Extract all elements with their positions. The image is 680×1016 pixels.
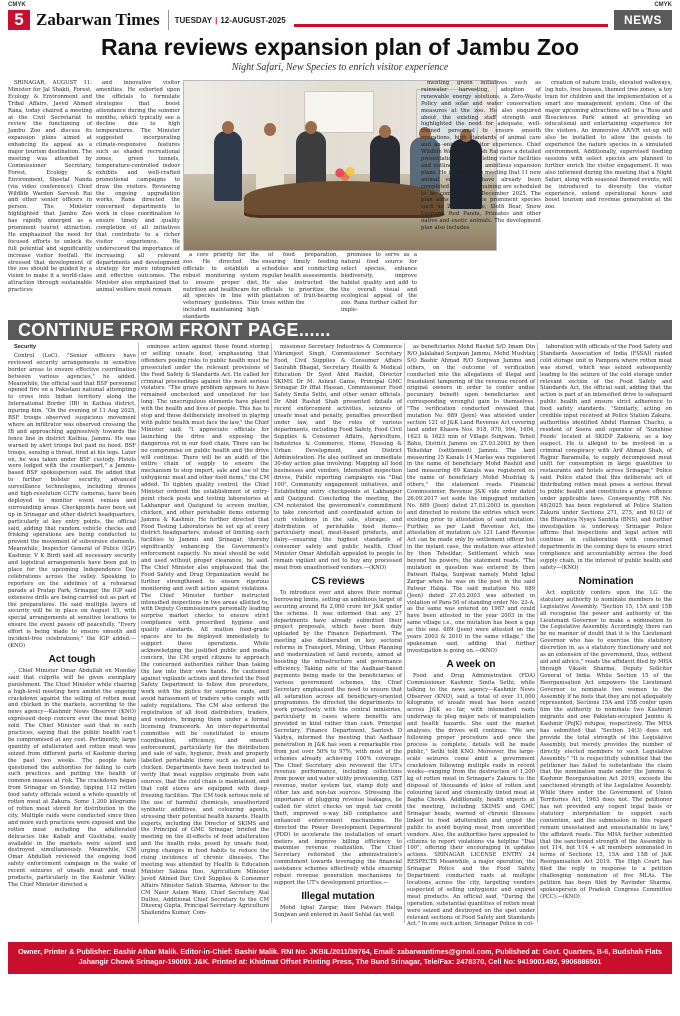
column-text: ominous action against those found storing or selling unsafe food, emphasizing that offenders posing risks to public health must be prosecuted under the relevant provisions of the Food Safety & Standards Act. He called for criminal proceedings against the most serious violators. "The grave problem appears to have remained unchecked and unnoticed for too long. The unscrupulous elements have played with the health and lives of people. This has to stop and those deliberately involved in playing with public health must face the law," the Chief Minister said. "I appreciate officials for launching the drive and exposing the dangerous rot in our food chain. There can be no compromise on public health and the drive will continue. There will be an audit of the entire chain of supply to ensure the mechanism to stop import, sale and use of the unhygienic meat and other food items," the CM added. To tighten quality control, the Chief Minister ordered the establishment of entry-point check posts and testing laboratories at Lakhanpur and Qazigund to screen mutton, chicken, and other perishable items entering Jammu & Kashmir. He further directed that Food Testing Laboratories be set up at every district headquarters, instead of limiting such facilities to Jammu and Srinagar, thereby significantly enhancing the Government's enforcement capacity. No meat should be sold and used without proper clearance, he said. The Chief Minister also emphasized that the Food Safety and Drug Organization would be further strengthened to ensure rigorous monitoring and swift action against violations. The Chief Minister further instructed intensified inspections in two areas allotted to, with Deputy Commissioners personally leading surprise market checks to ensure strict compliance with prescribed hygiene and quality standards. All mutton food-grade spaces are to be deployed immediately to support these operations. While acknowledging the justified public and media concern, the CM urged citizens to approach the concerned authorities rather than taking the law into their own hands. He cautioned against vigilante actions and directed the Food Safety Department to follow due procedure, work with the police for surprise raids, and avoid harassment of traders who comply with safety regulations. The CM also ordered the registration of all food distributors, traders, and vendors, bringing them under a formal licensing framework. An inter-departmental committee will be constituted to ensure coordination, efficiency, and smooth enforcement, particularly for the distribution and sale of safe, hygienic, fresh and properly labelled perishable items such as meat and chicken. Departments have been instructed to verify that meat supplies originate from safe sources, that the cold chain is maintained, and that cold stores are equipped with deep-freezing facilities. The CM took serious note of the use of harmful chemicals, unauthorized synthetic additives, and colouring agents, stressing their potential health hazards. Health experts, including the Director of SKIMS and the Principal of GMC Srinagar, briefed the meeting on the ill-effects of food adulteration and the health risks posed by unsafe food, urging changes in food habits to reduce the rising incidence of chronic illnesses. The meeting was attended by Health & Education Minister Sakina Itoo, Agriculture Minister Javed Ahmed Dar, Civil Supplies & Consumer Affairs Minister Satish Sharma, Advisor to the CM Nasir Aslam Wani, Chief Secretary Atal Dulloo, Additional Chief Secretary to the CM Dheeraj Gupta, Principal Secretary Agriculture Shailendra Kumar, Com-	[141, 344, 269, 917]
column-rule	[404, 343, 405, 923]
column-text: To introduce over and above their normal borrowing limits, setting an ambitious target of securing around Rs 2,000 crore for J&K under the scheme. It was informed that any 27 departments have already submitted their project proposals, which have been duly uploaded by the Finance Department. The meeting also deliberated on key sectoral reforms in Transport, Mining, Urban Planning and modernization of land records, aimed at boosting the infrastructure and governance efficiency. Taking note of the Aadhaar-based payments being made to the beneficiaries of various government schemes, the Chief Secretary emphasized the need to ensure that all saturation across all beneficiary-oriented programmes. He directed the departments to work proactively with the central ministries, particularly in cases where benefits are provided in kind rather than cash. Principal Secretary, Finance Department, Santosh D Vaidya, informed the meeting that Aadhaar penetration in J&K has seen a remarkable rise from just over 50% to 97%, with most of the schemes already achieving 100% coverage. The Chief Secretary also reviewed the UT's revenue performance, including collections from power and water utility provisioning, GST revenue, motor system tax, stamp duty and other tax and non-tax sources. Stressing the importance of plugging revenue leakages, he called for strict checks on input tax credit theft, improved e-way bill compliance and enhanced enforcement mechanisms. He directed the Power Development Department (PDD) to accelerate the installation of smart meters and improve billing efficiency to maximise revenue realization. The Chief Secretary reiterated the administration's commitment towards leveraging the financial assistance schemes effectively while ensuring robust revenue generation mechanisms to support the UT's development priorities.—	[274, 589, 402, 886]
lead-column-3: a core priority for the zoo. He directed the officials to establish a robust monitoring system to ensure proper diet, nutrition and healthcare for all species in line with veterinary guidelines. This included maintaining high standards	[183, 252, 259, 321]
column-text: Control (LoC). "Senior officers have reviewed security arrangements in sensitive border areas to ensure effective coordination between various agencies," he added. Meanwhile, the official said that BSF personnel opened fire on a Pakistani national attempting to cross into Indian territory along the International Border (IB) in Kathua district, injuring him. "On the evening of 11 Aug 2025, BSF troops observed suspicious movement where an infiltrator was observed crossing the IB and approaching aggressively towards the fence line in district Kathua, Jammu. He was warned by alert troops but paid no heed. BSF troops, sensing a threat, fired at his legs. Later on, he was taken under BSF custody. Pistols were lodged with the counterpart," a Jammu-based BSF spokesperson said. He added that to further bolster security, advanced surveillance technologies, including drones and high-resolution CCTV cameras, have been deployed to monitor event venues and surrounding areas. Checkpoints have been set up in Srinagar and other district headquarters, particularly at key entry points, the official said, adding that random vehicle checks and frisking operations are being conducted to prevent the movement of subversive elements. Meanwhile, Inspector General of Police (IGP) Kashmir, V K Birdi said all necessary security and logistical arrangements have been put in place for the upcoming Independence Day celebrations across the valley. Speaking to reporters on the sidelines of a rehearsal parade at Pratap Park, Srinagar, the IGP said extensive drills are being carried out as part of the preparations. He said multiple layers of security will be in place on August 15, with special arrangements at sensitive locations to ensure the event passes off peacefully. "Every effort is being made to ensure smooth and incident-free celebrations," the IGP added.—(KNO)	[8, 352, 136, 649]
lead-subheadline: Night Safari, New Species to enrich visitor experience	[231, 62, 449, 73]
story-heading: Act tough	[48, 653, 96, 665]
column-text: laboration with officials of the Food Safety and Standards Association of India (FSSAI) raided cold storage unit in Pampora where rotten meat was stored, which was seized subsequently leading to the seizure of the cold storage under relevant section of the Food Safety and Standards Act, the official said, adding that the action is part of an intensified drive to safeguard public health and ensure strict adherence to food safety standards. "Similarly, acting on credible input received at Police Station Zakura, authorities identified Abdul Hannan Chachu, a resident of Seera and operator of 'Sunshine Foods' located at SKIDP Zakoora, as a key suspect. He is alleged to be involved in a criminal conspiracy with Arif Ahmad Shah, of Rajpur Baramulla, to supply decomposed meat unfit for consumption in large quantities to restaurants and hotels across Srinagar," Police said. Police stated that this deliberate act of distributing rotten meat poses a serious threat to public health and constitutes a grave offence under applicable laws. Consequently, FIR No. 48/2025 has been registered at Police Station Zakura under Sections 271, 275, and 61(2) of the Bharatiya Nyaya Sanhita (BNS), and further investigation is underway. Srinagar Police affirms that inspections and legal action will continue in collaboration with concerned departments in the coming days to ensure strict compliance and accountability across the food supply chain, in the interest of public health and safety—(KNO)	[540, 344, 672, 571]
lead-column-4: of food preparation, ensuring timely feeding schedules and conducting regular health assessments. He also instructed the officials to prioritize the plantation of fruit-bearing trees within the	[262, 252, 338, 307]
photo-person	[214, 131, 242, 201]
date: 12-AUGUST-2025	[220, 15, 286, 25]
photo-person-head	[379, 125, 391, 138]
story-heading: Nomination	[578, 575, 634, 587]
photo-person-head	[305, 121, 317, 134]
continued-column-1	[8, 344, 136, 938]
masthead-rule	[294, 10, 608, 27]
continued-column-5	[540, 344, 672, 938]
story-heading: Illegal mutation	[301, 890, 375, 902]
column-text: , Chief Minister Omar Abdullah on Monday said that culprits will be given exemplary punishment. The Chief Minister while chairing a high-level meeting here amidst the ongoing crackdown against the selling of rotten meat and chicken in the markets, according to the news agency—Kashmir News Observer (KNO) expressed deep concern over the meat being sold. The Chief Minister said that in such practices, saying that the public health can't be compromised at any cost. Pertinently, large quantity of adulterated and rotten meat was seized from different parts of Kashmir during the past two weeks. The people have questioned the authorities for failing to curb such practices and putting the health of common masses at risk. The crackdown began from Srinagar on Sunday, tipping 112 rotten food safety officials seized a whole quantity of rotten meat at Zakura. Some 1,200 kilograms of rotten meat stored for distribution in the city. Multiple raids were conducted since then and more such practices were exposed and the rotten meat including the adulterated delicacies like Kabab and Gushtaba, easily available in the markets were seized and destroyed simultaneously. Meanwhile, CM Omar Abdullah reviewed the ongoing food safety enforcement campaign in the wake of recent seizures of unsafe meat and meat products, particularly in the Kashmir Valley. The Chief Minister directed a	[8, 667, 136, 888]
day: TUESDAY	[174, 15, 213, 25]
date-separator: |	[215, 15, 218, 25]
story-heading: CS reviews	[311, 575, 365, 587]
column-text: missioner Secretary Industries & Commerce Vikramjeet Singh, Commissioner Secretary Food, Civil Supplies & Consumer Affairs Saurabh Bhagat, Secretary Health & Medical Education Dr Syed Abid Rashid, Director SKIMS Dr M. Ashraf Ganie, Principal GMC Srinagar Dr Iffat Hassan, Commissioner Food Safety Smita Sethi, and other senior officials. Dr Abid Rashid Shah presented details of recent enforcement activities, seizures of unsafe meat and penalty, penalties prescribed under law, and the roles of various departments, including Food Safety, Food Civil Supplies & Consumer Affairs, Agriculture, Industries & Commerce, Home, Housing & Urban Development, and District Administration. He also outlined an immediate 30-day action plan involving: Mapping all food businesses and vendors, Intensified inspection drives, Public reporting campaigns via "Dial 100", Community engagement initiatives, and Establishing entry checkpoints at Lakhanpur and Qazigund. Concluding the meeting, the CM reiterated the government's commitment to take concerted and coordinated action to curb violations in the sale, storage, and distribution of perishable food items—particularly meat, meat-based products, and dairy—ensuring the highest standards of consumer safety and public health. Chief Minister Omar Abdullah appealed to people to remain vigilant and not to buy any processed meat from unauthorised vendors.—(KNO)	[274, 344, 402, 571]
column-text: Food and Drug Administration (FDA) Commissioner Kashmir, Smita Sethi, while talking to the news agency—Kashmir News Observer (KNO), said a total of over 11,000 kilograms of unsafe meat has been seized across J&K so far, with intensified raids underway to plug major nets of manipulation and health hazards. She said the market analyses, the drives will continue. "We are following proper procedure and once the process is complete, details will be made public," Sethi told KNO. Moreover, the large-scale seizures come amid a government crackdown following multiple raids in recent weeks—ranging from the destruction of 1,200 kg of rotten meat in Srinagar's Zakura to the disposal of thousands of kilos of rotten and colouring laced and chemically tinted meat at Bagha Chowk. Additionally, health experts at the meeting, including SKIMS and GMC Srinagar heads, warned of chronic illnesses linked to food adulteration and urged the public to avoid buying meat from unverified vendors. Also, the authorities have appealed to citizens to report violations via helpline "Dial 100", offering their encouraging in updates actions. SRINAGAR LICENSE ENTRY 24 RESPECTS Meanwhile, a major operation, the Srinagar Police and the Food Safety Department conducted raids at multiple locations across the city, targeting vendors suspected of selling unhygienic and expired meat products. An official said, "During the operation, substantial quantities of rotten meat were seized and destroyed on the spot under relevant sections of Food Safety and Standards Act." In one such action, Srinagar Police in col-	[407, 672, 535, 928]
story-heading: A week on	[446, 658, 496, 670]
column-rule	[537, 343, 538, 923]
lead-column-6: menting green initiatives such as rainwater harvesting, adoption of renewable energy solutions, a Zero-Waste Policy and solar and water conservation measures at the zoo. He also enquired about the existing staff strength and highlighted the need for adequate, well-trained personnel to ensure smooth operations, high standards of animal care and an enhanced visitor experience. Chief Wildlife Warden Sarvesh Rai gave a detailed presentation on the existing visitor facilities and outlined the zoo's ambitious expansion plans. He informed the meeting that 11 new animal enclosures have already been completed and the remaining are scheduled to be completed by December 2025. The plan aims to introduce prominent species such as Zebra, Rhino, Sloth Bear, Snow Leopard, Red Panda, Primates and other native and exotic animals. The development plan also includes	[421, 80, 541, 232]
photo-flowers	[332, 165, 358, 181]
photo-table	[244, 181, 444, 215]
column-text: as beneficiaries Mohd Rashid S/O Imam Din R/O Jalalabad Sunjwan Jammu, Mohd Mushtaq S/O Bashir Ahmad R/O Sunjwan Jammu and others, on the outcome of verification conducted into the allegations of illegal and fraudulent tampering of the revenue record of original owners in order to confer undue pecuniary benefit upon beneficiaries and corresponding wrongful gain to themselves. "The verification conducted revealed that mutation No. 689 (Jeen) was attested under section 121 of J&K Land Revenue Act covering land under Khasra Nos. 918, 970, 994, 1604, 1623 & 1623 min of Village Sunjwan, Tehsil Bahu, District Jammu on 27.03.2003 by then Tehsildar (settlement) Jammu. The land measuring 15 Kanals 14 Marlas was registered in the name of beneficiary Mohd Rashid and land measuring 69 Kanals was registered on the name of beneficiary Mohd Mushtaq & others," the statement reads. Financial Commissioner, Revenue J&K vide order dated 26.09.2017 set aside the impugned mutation No. 689 (Jeen) dated 27.03.2003 in question and directed to restore the entries which were existing prior to attestation of said mutation. Further, as per Land Revenue Act, the attestation of mutation u/s 121 Land Revenue Act can be made only by settlement officer but in the instant case, the mutation was attested by then Tehsildar, Settlement which was beyond his powers, the statement reads. "The mutation in question was entered by then Patwari Halqa, Sunjwan namely Mohd Iqbal Zargar when he was on the post in the said Patwar Halqa. The said mutation No. 689 (Jeen) dated 27.03.2003 was attested in violation of Para-50 of standing order No. 23-A, as the same was entered on 1987 and could have been attested in the year 2003 in the same village i.e., one mutation has been a gap as this one. 689 (Jeen) were attested on the years 2003 & 2010 in the same village," the spokesman said, adding that further investigation is going on.—(KNO)	[407, 344, 535, 654]
continued-column-2	[141, 344, 269, 938]
lead-column-1: SRINAGAR, AUGUST 11: Minister for Jal Shakti, Forest, Ecology & Environment and Tribal Affairs, Javed Ahmed Rana, today chaired a meeting at the Civil Secretariat to review the functioning of Jambu Zoo and discuss its expansion plans aimed at enhancing its appeal as a major tourism destination. The meeting was attended by Commissioner Secretary, Forest, Ecology & Environment, Sheetal Nanda (via video conference); Chief Wildlife Warden Sarvesh Rai and other senior officers in person. The Minister highlighted that Jambu Zoo has rapidly emerged as a prominent tourist attraction. He emphasized the need for focused efforts to unlock its full potential and significantly increase visitor footfall. He stressed that development of the zoo should be guided by a vision to make it a world-class attraction through sustainable practices	[8, 80, 92, 294]
column-kicker: Security	[14, 344, 37, 350]
date-line	[168, 10, 286, 30]
masthead	[8, 10, 672, 30]
section-tag: NEWS	[614, 10, 672, 30]
continued-column-3	[274, 344, 402, 938]
column-rule	[271, 343, 272, 923]
lead-headline: Rana reviews expansion plan of Jambu Zoo	[100, 34, 579, 60]
imprint-line-2: Jahangir Chowk Srinagar-190001 J&K. Printed at: Khidmat Offset Printing Press, The Bund Srinagar, Tele/Fax: 2478370, Cell No: 9419001492, 9906886501	[78, 957, 602, 966]
paper-name: Zabarwan Times	[36, 10, 160, 29]
imprint-line-1: Owner, Printer & Publisher: Bashir Athar Malik. Editor-in-Chief: Bashir Malik. RNI No: JKBIL/2011/39764, Email: zabarwantimes@gmail.com, Published at: Govt. Quarters, B-6, Budshah Flats	[18, 947, 662, 956]
column-rule	[138, 343, 139, 923]
imprint-footer	[8, 942, 672, 974]
continued-column-4	[407, 344, 535, 938]
lead-column-7: creation of nature trails, elevated walkways, log huts, tree houses, themed tree zones, a toy train for children and the implementation of a smart zoo management system. One of the major upcoming attractions will be a 'Rose and Biosciences Park' aimed at providing an educational and entertaining experience for the visitors. An immersive AR/VR set-up will also be installed to allow the guests to experience the nature species in a simulated environment. Additionally, supervised feeding sessions with select species are planned to further enrich the visitor engagement. It was also informed during the meeting that a Night Safari, along with seasonal themed events, will be introduced to diversify the visitor experience, extend operational hours and boost tourism and revenue generation at the zoo.	[545, 80, 672, 211]
column-text: Act explicitly confers upon the LG the statutory authority to nominate members to the Legislative Assembly. "Section 15, 15A and 15B all recognise the power and authority of the Lieutenant Governor to make a nomination to the Legislative Assembly. Accordingly, there can be no manner of doubt that it is the Lieutenant Governor who has to exercise this statutory discretion in, as a statutory functionary and not as an extension of the government, thus, without aid and advice," reads the affidavit filed by MHA through Vikash Sharma, Deputy Solicitor General of India. While Section 15 of the Reorganisation Act empowers the Lieutenant Governor to nominate two women to the Assembly if he feels that they are not adequately represented, Sections 15A and 15B confer upon him the authority to nominate two Kashmiri migrants and one Pakistan-occupied Jammu & Kashmir (PoJK) refugee, respectively. The MHA has submitted that "Section 14(3) does not provide the total strength of the Legislative Assembly, but merely provides the number of directly elected members to such Legislative Assembly." "It is respectfully submitted that the petitioner has failed to substantiate the claim that the nomination made under the Jammu & Kashmir Reorganisation Act 2019, exceeds the sanctioned strength of the Legislative Assembly. While there under the Government of Union Territories Act, 1963 does not. The petitioner has not provided any cogent legal basis or statutory interpretation to support such contention, and the submission in this regard remain unsustained and unsustainable in law," the affidavit reads. The MHA further submitted that the sanctioned strength of the Assembly is not 114, but 114 + all members nominated in terms of Sections 15, 15A and 15B of J&K Reorganisation Act 2019. The High Court has filed the reply in response to a petition challenging nomination of five MLAs. The petition has been filed by Ravinder Sharma, spokesperson of Pradesh Congress Committee (PCC).—(KNO)	[540, 589, 672, 900]
column-text: Mohd Iqbal Zargar, then Patwari Halqa Sunjwan and entered in Aasif Sehlal (as well	[274, 904, 402, 918]
lead-column-5: premises to serve as a natural food source for select species, enhance biodiversity, improve habitat quality and add to the overall visual and ecological appeal of the zoo. Rana further called for imple-	[341, 252, 417, 314]
photo-person-head	[222, 121, 234, 134]
lead-column-2: and innovative visitor amenities. He exhorted upon the officials to formulate strategies that boost attendance during the summer months, which typically see a decline due to high temperatures. The Minister suggested incorporating climate-responsive features such as shaded recreational zones, green tunnels, temperature-controlled indoor exhibits and well-crafted promotional campaigns to draw the visitors. Reviewing the ongoing upgradation works, Rana directed the concerned departments to work in close coordination to ensure timely and quality completion of all initiatives that contribute to a richer visitor experience. He underscored the importance of increasing all relevant departments and development strategy for more integrated and effective outcomes. The Minister also emphasized that animal welfare must remain	[96, 80, 180, 294]
page-number: 5	[8, 10, 30, 30]
photo-person-head	[264, 123, 276, 136]
print-mark-right: CMYK	[654, 2, 672, 8]
continued-banner: CONTINUE FROM FRONT PAGE......	[8, 320, 672, 340]
print-mark-left: CMYK	[8, 2, 26, 8]
